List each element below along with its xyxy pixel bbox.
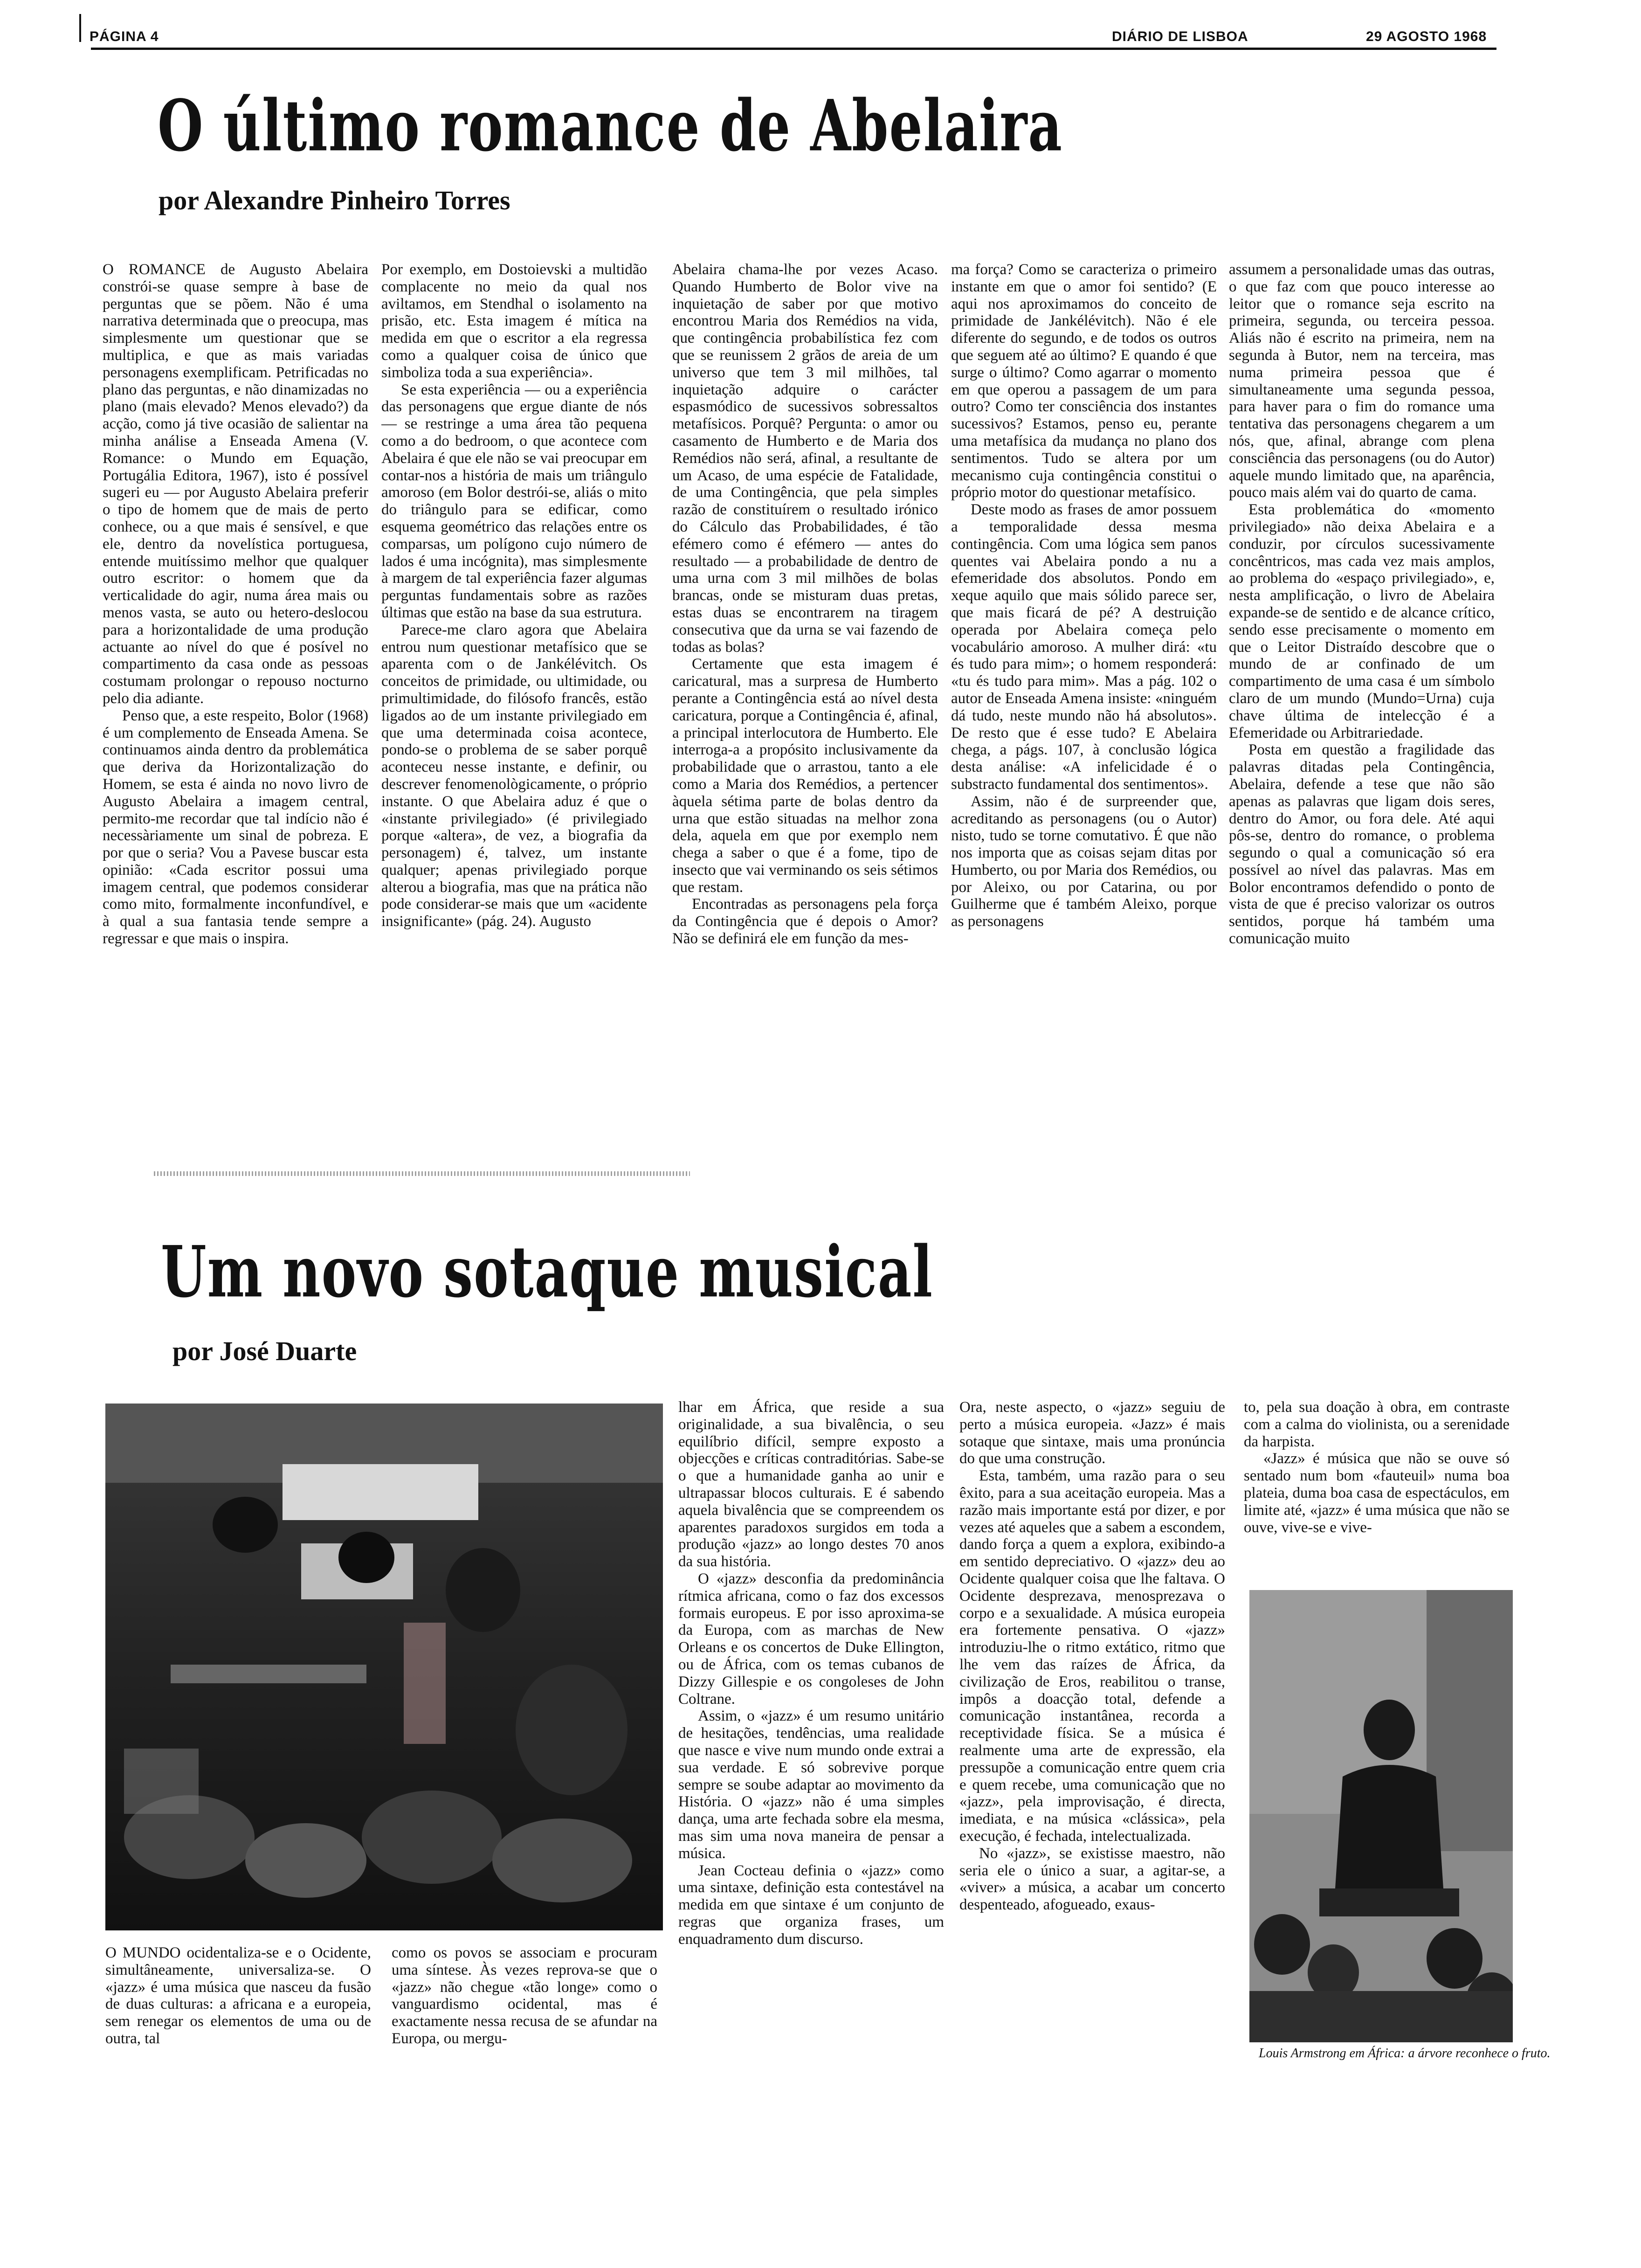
paragraph: lhar em África, que reside a sua originalidade, a sua bivalência, o seu equilíbrio difícil, sempre exposto a objecções e críticas contraditórias. Sabe-se o que a humanidade ganha ao unir e ultrapassar blocos culturais. E é sabendo aquela bivalência que se compreendem os aparentes paradoxos surgidos em toda a produção «jazz» ao longo destes 70 anos da sua história. bbox=[678, 1399, 944, 1570]
newspaper-name: DIÁRIO DE LISBOA bbox=[1112, 29, 1248, 44]
header-rule bbox=[91, 48, 1496, 50]
paragraph: O MUNDO ocidentaliza-se e o Ocidente, simultâneamente, universaliza-se. O «jazz» é uma música que nasceu da fusão de duas culturas: a africana e a europeia, sem renegar os elementos de uma ou de outra, tal bbox=[105, 1944, 371, 2047]
article1-column-2 bbox=[381, 261, 647, 1166]
paragraph: «Jazz» é música que não se ouve só sentado num bom «fauteuil» numa boa plateia, duma boa casa de espectáculos, em limite até, «jazz» é uma música que não se ouve, vive-se e vive- bbox=[1244, 1450, 1510, 1536]
article2-column-5 bbox=[1244, 1399, 1510, 1567]
article2-title: Um novo sotaque musical bbox=[161, 1231, 933, 1314]
paragraph: Assim, não é de surpreender que, acreditando as personagens (ou o Autor) nisto, tudo se torne comutativo. É que não nos importa que as coisas sejam ditas por Humberto, ou por Maria dos Remédios, ou por Aleixo, ou por Catarina, ou por Guilherme que é também Aleixo, porque as personagens bbox=[951, 793, 1217, 930]
paragraph: to, pela sua doação à obra, em contraste com a calma do violinista, ou a serenidade da harpista. bbox=[1244, 1399, 1510, 1450]
paragraph: Esta, também, uma razão para o seu êxito, para a sua aceitação europeia. Mas a razão mais importante está por dizer, e por vezes até aqueles que a sabem a escondem, dando força a quem a explora, exibindo-a em sentido depreciativo. O «jazz» deu ao Ocidente qualquer coisa que lhe faltava. O Ocidente desprezava, menosprezava o corpo e a sexualidade. A música europeia era fortemente pensativa. O «jazz» introduziu-lhe o ritmo extático, ritmo que lhe vem das raízes de África, da civilização de Eros, reabilitou o transe, impôs a doacção total, defende a comunicação instantânea, recorda a receptividade física. Se a música é realmente uma arte de expressão, ela pressupõe a comunicação entre quem cria e quem recebe, uma comunicação que no «jazz», pela improvisação, é directa, imediata, e na música «clássica», pela execução, é fechada, intelectualizada. bbox=[959, 1467, 1225, 1845]
section-divider bbox=[154, 1171, 690, 1176]
paragraph: Ora, neste aspecto, o «jazz» seguiu de perto a música europeia. «Jazz» é mais sotaque que sintaxe, mais uma pronúncia do que uma construção. bbox=[959, 1399, 1225, 1467]
article1-column-4 bbox=[951, 261, 1217, 1166]
paragraph: Parece-me claro agora que Abelaira entrou num questionar metafísico que se aparenta com o de Jankélévitch. Os conceitos de primidade, ou ultimidade, ou primultimidade, do filósofo francês, estão ligados ao de um instante privilegiado em que uma determinada coisa acontece, pondo-se o problema de se saber porquê aconteceu nesse instante, e definir, ou descrever fenomenològicamente, o próprio instante. O que Abelaira aduz é que o «instante privilegiado» (é privilegiado porque «altera», de vez, a biografia da personagem) é, talvez, um instante qualquer; apenas privilegiado porque alterou a biografia, mas que na prática não pode considerar-se mais que um «acidente insignificante» (pág. 24). Augusto bbox=[381, 621, 647, 930]
paragraph: O ROMANCE de Augusto Abelaira constrói-se quase sempre à base de perguntas que se põem. Não é uma narrativa determinada que o preocupa, mas simplesmente um questionar que se multiplica, e que as mais variadas personagens exemplificam. Petrificadas no plano das perguntas, e não dinamizadas no plano (mais elevado? Menos elevado?) da acção, como já tive ocasião de salientar na minha análise a Enseada Amena (V. Romance: o Mundo em Equação, Portugália Editora, 1967), isto é possível sugeri eu — por Augusto Abelaira preferir o tipo de homem que de mais de perto conhece, ou a que mais é sensível, e que ele, dentro da novelística portuguesa, entende muitíssimo melhor que qualquer outro escritor: o homem que da verticalidade do agir, numa área mais ou menos vasta, se auto ou hetero-deslocou para a horizontalidade de uma produção actuante ao nível do que é posível no compartimento da casa onde as pessoas costumam prolongar o repouso nocturno pelo dia adiante. bbox=[103, 261, 368, 707]
paragraph: Posta em questão a fragilidade das palavras ditadas pela Contingência, Abelaira, defende a tese que não são apenas as palavras que ligam dois seres, dentro do Amor, ou fora dele. Até aqui pôs-se, dentro do romance, o problema segundo o qual a comunicação só era possível ao nível das palavras. Mas em Bolor encontramos defendido o ponto de vista de que é preciso valorizar os outros sentidos, porque há também uma comunicação muito bbox=[1229, 741, 1495, 947]
paragraph: Certamente que esta imagem é caricatural, mas a surpresa de Humberto perante a Contingência está ao nível desta caricatura, porque a Contingência é, afinal, a principal interlocutora de Humberto. Ele interroga-a a propósito inclusivamente da probabilidade que o arrastou, tanto a ele como a Maria dos Remédios, a pertencer àquela sétima parte de bolas dentro da urna que estão situadas na melhor zona dela, aquela em que por exemplo nem chega a saber o que é a fome, tipo de insecto que vai verminando os seis sétimos que restam. bbox=[672, 656, 938, 896]
paragraph: como os povos se associam e procuram uma síntese. Às vezes reprova-se que o «jazz» não chegue «tão longe» como o vanguardismo ocidental, mas é exactamente nessa recusa de se afundar na Europa, ou mergu- bbox=[392, 1944, 657, 2047]
article1-column-1 bbox=[103, 261, 368, 1166]
article2-column-2 bbox=[392, 1944, 657, 2066]
paragraph: Deste modo as frases de amor possuem a temporalidade dessa mesma contingência. Com uma lógica sem panos quentes vai Abelaira pondo a nu a efemeridade dos absolutos. Pondo em xeque aquilo que mais sólido parece ser, que mais ficará de pé? A destruição operada por Abelaira começa pelo vocabulário amoroso. A mulher dirá: «tu és tudo para mim»; o homem responderá: «tu és tudo para mim». Mas a pág. 102 o autor de Enseada Amena insiste: «ninguém dá tudo, neste mundo não há absolutos». De resto que é esse tudo? E Abelaira chega, a págs. 107, à conclusão lógica desta análise: «A infelicidade é o substracto fundamental dos sentimentos». bbox=[951, 501, 1217, 793]
paragraph: Jean Cocteau definia o «jazz» como uma sintaxe, definição esta contestável na medida em que sintaxe é um conjunto de regras que organiza frases, um enquadramento dum discurso. bbox=[678, 1862, 944, 1948]
article2-column-3 bbox=[678, 1399, 944, 2066]
paragraph: assumem a personalidade umas das outras, o que faz com que pouco interesse ao leitor que o romance seja escrito na primeira, segunda, ou terceira pessoa. Aliás não é escrito na primeira, nem na segunda à Butor, nem na terceira, mas numa primeira pessoa que é simultaneamente uma segunda pessoa, para haver para o fim do romance uma tentativa das personagens chegarem a um nós, que, afinal, abrange com plena consciência das personagens (ou do Autor) aquele mundo limitado que, na aparência, pouco mais além vai do quarto de cama. bbox=[1229, 261, 1495, 501]
concert-photo-image bbox=[105, 1404, 663, 1930]
article2-column-4 bbox=[959, 1399, 1225, 2066]
article2-byline: por José Duarte bbox=[172, 1336, 357, 1366]
paragraph: Abelaira chama-lhe por vezes Acaso. Quando Humberto de Bolor vive na inquietação de saber por que motivo encontrou Maria dos Remédios na vida, que contingência probabilística fez com que se reunissem 2 grãos de areia de um universo que tem 3 mil milhões, tal inquietação adquire o carácter espasmódico de sucessivos sobressaltos metafísicos. Porquê? Pergunta: o amor ou casamento de Humberto e de Maria dos Remédios não será, afinal, a resultante de um Acaso, de uma espécie de Fatalidade, de uma Contingência, que pela simples razão de constituírem o resultado irónico do Cálculo das Probabilidades, é tão efémero como é efémero — antes do resultado — a probabilidade de dentro de uma urna com 3 mil milhões de bolas brancas, onde se misturam duas pretas, estas duas se encontrarem na tiragem consecutiva que da urna se vai fazendo de todas as bolas? bbox=[672, 261, 938, 656]
corner-mark bbox=[79, 14, 81, 42]
paragraph: ma força? Como se caracteriza o primeiro instante em que o amor foi sentido? (E aqui nos aproximamos do conceito de primidade de Jankélévitch). Não é ele diferente do segundo, e de todos os outros que seguem até ao último? E quando é que surge o último? Como agarrar o momento em que operou a passagem de um para outro? Como ter consciência dos instantes sucessivos? Estamos, penso eu, perante uma metafísica da mudança no plano dos sentimentos. Tudo se altera por um mecanismo cuja contingência constitui o próprio motor do questionar metafísico. bbox=[951, 261, 1217, 501]
page-number: PÁGINA 4 bbox=[90, 29, 159, 44]
paragraph: Penso que, a este respeito, Bolor (1968) é um complemento de Enseada Amena. Se continuamos ainda dentro da problemática que deriva da Horizontalização do Homem, se esta é ainda no novo livro de Augusto Abelaira a imagem central, permito-me recordar que tal indício não é necessàriamente um sinal de pobreza. E por que o seria? Vou a Pavese buscar esta opinião: «Cada escritor possui uma imagem central, que podemos considerar como mito, formalmente inconfundível, e à qual a sua fantasia tende sempre a regressar e que mais o inspira. bbox=[103, 707, 368, 947]
article1-column-5 bbox=[1229, 261, 1495, 1166]
article2-column-1 bbox=[105, 1944, 371, 2066]
article1-title: O último romance de Abelaira bbox=[158, 85, 1063, 167]
paragraph: Esta problemática do «momento privilegiado» não deixa Abelaira e a conduzir, por círculos sucessivamente concêntricos, mas cada vez mais amplos, ao problema do «espaço privilegiado», e, nesta amplificação, o livro de Abelaira expande-se de sentido e de alcance crítico, sendo esse precisamente o momento em que o Leitor Distraído descobre que o mundo de ar confinado de um compartimento de uma casa é um símbolo claro de um mundo (Mundo=Urna) cuja chave última de intelecção é a Efemeridade ou Arbitrariedade. bbox=[1229, 501, 1495, 741]
paragraph: Encontradas as personagens pela força da Contingência que é depois o Amor? Não se definirá ele em função da mes- bbox=[672, 896, 938, 947]
paragraph: Por exemplo, em Dostoievski a multidão complacente no meio da qual nos aviltamos, em Stendhal o isolamento na prisão, etc. Esta imagem é mítica na medida em que o escritor a ela regressa como a qualquer coisa de único que simboliza toda a sua experiência». bbox=[381, 261, 647, 381]
issue-date: 29 AGOSTO 1968 bbox=[1366, 29, 1487, 44]
article1-byline: por Alexandre Pinheiro Torres bbox=[159, 185, 510, 215]
paragraph: No «jazz», se existisse maestro, não seria ele o único a suar, a agitar-se, a «viver» a música, a acabar um concerto despenteado, afogueado, exaus- bbox=[959, 1845, 1225, 1914]
paragraph: Assim, o «jazz» é um resumo unitário de hesitações, tendências, uma realidade que nasce e vive num mundo onde extrai a sua verdade. E só sobrevive porque sempre se soube adaptar ao movimento da História. O «jazz» não é uma simples dança, uma arte fechada sobre ela mesma, mas sim uma nova maneira de pensar a música. bbox=[678, 1708, 944, 1862]
concert-photo bbox=[105, 1404, 663, 1930]
armstrong-photo-image bbox=[1249, 1590, 1513, 2042]
paragraph: O «jazz» desconfia da predominância rítmica africana, como o faz dos excessos formais europeus. E por isso aproxima-se da Europa, com as marchas de New Orleans e os concertos de Duke Ellington, ou de África, com os temas cubanos de Dizzy Gillespie e os congoleses de John Coltrane. bbox=[678, 1570, 944, 1708]
paragraph: Se esta experiência — ou a experiência das personagens que ergue diante de nós — se restringe a uma área tão pequena como a do bedroom, o que acontece com Abelaira é que ele não se vai preocupar em contar-nos a história de mais um triângulo amoroso (em Bolor destrói-se, aliás o mito do triângulo para se edificar, como esquema geométrico das relações entre os comparsas, um polígono cujo número de lados é uma incógnita), mas simplesmente à margem de tal experiência fazer algumas perguntas fundamentais sobre as razões últimas que estão na base da sua estrutura. bbox=[381, 381, 647, 621]
article1-column-3 bbox=[672, 261, 938, 1166]
armstrong-photo bbox=[1249, 1590, 1513, 2042]
armstrong-caption: Louis Armstrong em África: a árvore reconhece o fruto. bbox=[1259, 2046, 1551, 2061]
